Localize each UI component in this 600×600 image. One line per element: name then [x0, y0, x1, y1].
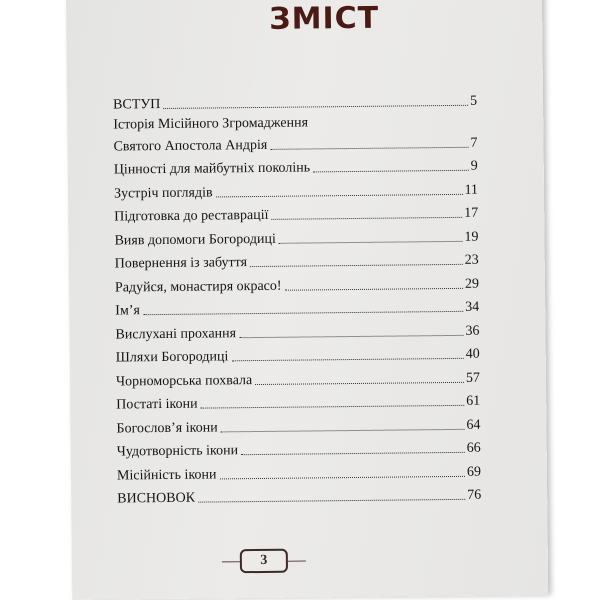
dot-leader: [279, 239, 463, 243]
toc-entry-page: 34: [465, 299, 480, 315]
dot-leader: [313, 169, 469, 173]
toc-entry-title: Вияв допомоги Богородиці: [114, 231, 276, 249]
toc-entry-page: 61: [466, 393, 481, 409]
toc-entry-page: 40: [465, 346, 480, 362]
toc-entry-page: 19: [464, 229, 479, 245]
toc-entry-title: Місійність ікони: [116, 466, 217, 483]
dot-leader: [163, 103, 468, 108]
toc-entry-title: Шляхи Богородиці: [115, 349, 229, 366]
toc-entry-page: 11: [464, 182, 479, 198]
toc-entry-page: 5: [469, 93, 478, 109]
toc-entry-page: 69: [466, 464, 482, 480]
toc-entry-page: 64: [466, 417, 481, 433]
toc-entry-page: 9: [470, 158, 478, 174]
toc-entry-page: 7: [470, 135, 478, 151]
page-number-badge: [240, 549, 288, 574]
toc-entry-page: 76: [467, 487, 482, 503]
toc-entry-title-line2: Святого Апостола Андрія: [113, 137, 268, 155]
dot-leader: [241, 451, 465, 455]
toc-entry-title: Радуйся, монастиря окрасо!: [114, 278, 282, 296]
dot-leader: [285, 286, 464, 290]
footer-rule-right: [288, 561, 306, 562]
dot-leader: [221, 427, 465, 432]
toc-entry-page: 23: [464, 252, 479, 268]
dot-leader: [239, 333, 463, 337]
toc-entry-title: Вислухані прохання: [115, 325, 237, 342]
footer-rule-left: [222, 561, 240, 562]
book-page: [66, 0, 548, 600]
dot-leader: [271, 216, 462, 220]
toc-entry: [117, 484, 481, 511]
toc-entry-title: Богослов’я ікони: [116, 419, 218, 436]
toc-entry-title: ВИСНОВОК: [117, 490, 196, 507]
toc-entry: [113, 113, 477, 159]
page-number: 3: [260, 552, 268, 568]
toc-entry-title: Повернення із забуття: [114, 255, 248, 272]
dot-leader: [270, 145, 468, 149]
toc-entry-title: Цінності для майбутніх поколінь: [113, 160, 311, 178]
toc-entry-page: 66: [466, 440, 481, 456]
toc-entry-title: Чудотворність ікони: [116, 443, 239, 460]
toc-entry-title: Ім’я: [115, 303, 140, 319]
table-of-contents: [113, 90, 481, 512]
toc-entry-page: 36: [465, 323, 480, 339]
toc-entry-page: 29: [464, 276, 480, 292]
dot-leader: [198, 498, 465, 503]
toc-entry-title: ВСТУП: [113, 96, 161, 113]
dot-leader: [255, 380, 464, 384]
dot-leader: [250, 263, 463, 267]
toc-entry-title: Постаті ікони: [116, 396, 198, 413]
toc-entry-title-line1: Історія Місійного Згромадження: [113, 114, 309, 133]
dot-leader: [216, 192, 463, 197]
dot-leader: [201, 404, 465, 409]
toc-entry-page: 17: [464, 205, 479, 221]
dot-leader: [220, 474, 466, 479]
page-title: ЗМІСТ: [269, 0, 380, 37]
toc-entry-page: 57: [465, 370, 481, 386]
dot-leader: [231, 357, 463, 361]
toc-entry-title: Зустріч поглядів: [113, 184, 213, 202]
dot-leader: [143, 310, 463, 315]
toc-entry-title: Підготовка до реставрації: [114, 207, 269, 225]
toc-entry-title: Чорноморська похвала: [115, 372, 253, 389]
